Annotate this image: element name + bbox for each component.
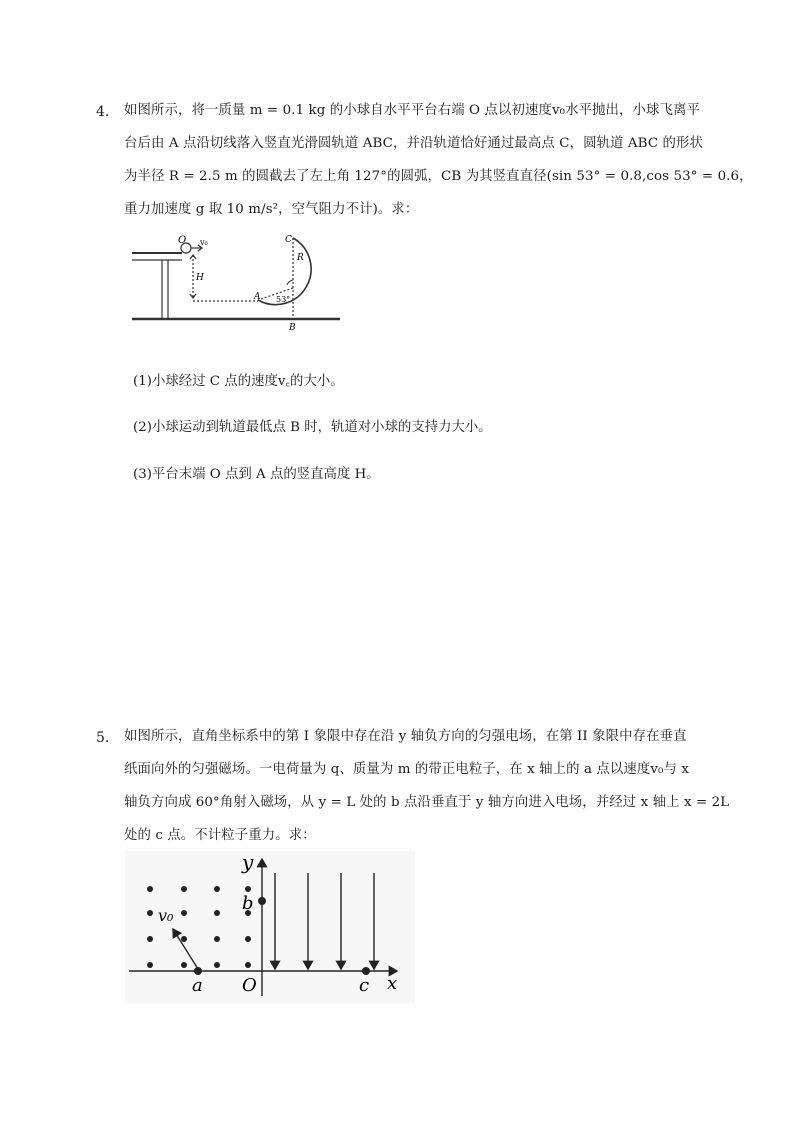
q4-number: 4. <box>96 104 110 120</box>
q5-line-1: 如图所示，直角坐标系中的第 I 象限中存在沿 y 轴负方向的匀强电场，在第 II 象限中存在垂直 <box>124 729 687 744</box>
label-B: B <box>289 323 296 333</box>
point-c <box>362 967 370 975</box>
q4-subq-1: (1)小球经过 C 点的速度v꜀的大小。 <box>133 374 344 389</box>
label-C: C <box>285 235 292 245</box>
q4-subq-2: (2)小球运动到轨道最低点 B 时，轨道对小球的支持力大小。 <box>133 420 492 435</box>
label-H: H <box>196 273 204 283</box>
point-a <box>194 967 202 975</box>
q5-line-2: 纸面向外的匀强磁场。一电荷量为 q、质量为 m 的带正电粒子，在 x 轴上的 a 点以速度v₀与 x <box>124 762 690 777</box>
q4-subq-3: (3)平台末端 O 点到 A 点的竖直高度 H。 <box>133 467 380 482</box>
q4-line-4: 重力加速度 g 取 10 m/s²，空气阻力不计)。求： <box>124 202 419 217</box>
q4-figure <box>130 228 345 338</box>
label-c: c <box>359 975 370 996</box>
label-A: A <box>254 292 261 302</box>
label-R: R <box>297 253 304 263</box>
point-b <box>258 897 266 905</box>
label-O: O <box>178 235 187 246</box>
label-v0: v₀ <box>200 238 208 247</box>
q5-line-4: 处的 c 点。不计粒子重力。求： <box>124 828 316 843</box>
label-O: O <box>242 975 257 996</box>
label-a: a <box>192 975 203 996</box>
label-angle: 53° <box>276 295 291 304</box>
q4-text <box>124 94 753 226</box>
label-v0: v₀ <box>158 906 174 925</box>
q4-line-1: 如图所示，将一质量 m = 0.1 kg 的小球自水平平台右端 O 点以初速度v₀水平抛出，小球飞离平 <box>124 103 700 118</box>
label-b: b <box>242 893 254 914</box>
q4-line-2: 台后由 A 点沿切线落入竖直光滑圆轨道 ABC，并沿轨道恰好通过最高点 C，圆轨道 ABC 的形状 <box>124 136 704 151</box>
q5-number: 5. <box>96 730 110 746</box>
label-x: x <box>387 973 398 994</box>
q5-figure <box>125 851 415 1003</box>
q5-line-3: 轴负方向成 60°角射入磁场，从 y = L 处的 b 点沿垂直于 y 轴方向进入电场，并经过 x 轴上 x = 2L <box>124 795 730 810</box>
q4-line-3: 为半径 R = 2.5 m 的圆截去了左上角 127°的圆弧，CB 为其竖直直径(sin 53° = 0.8,cos 53° = 0.6， <box>124 169 753 184</box>
label-y: y <box>242 851 254 874</box>
q5-text <box>124 720 730 852</box>
